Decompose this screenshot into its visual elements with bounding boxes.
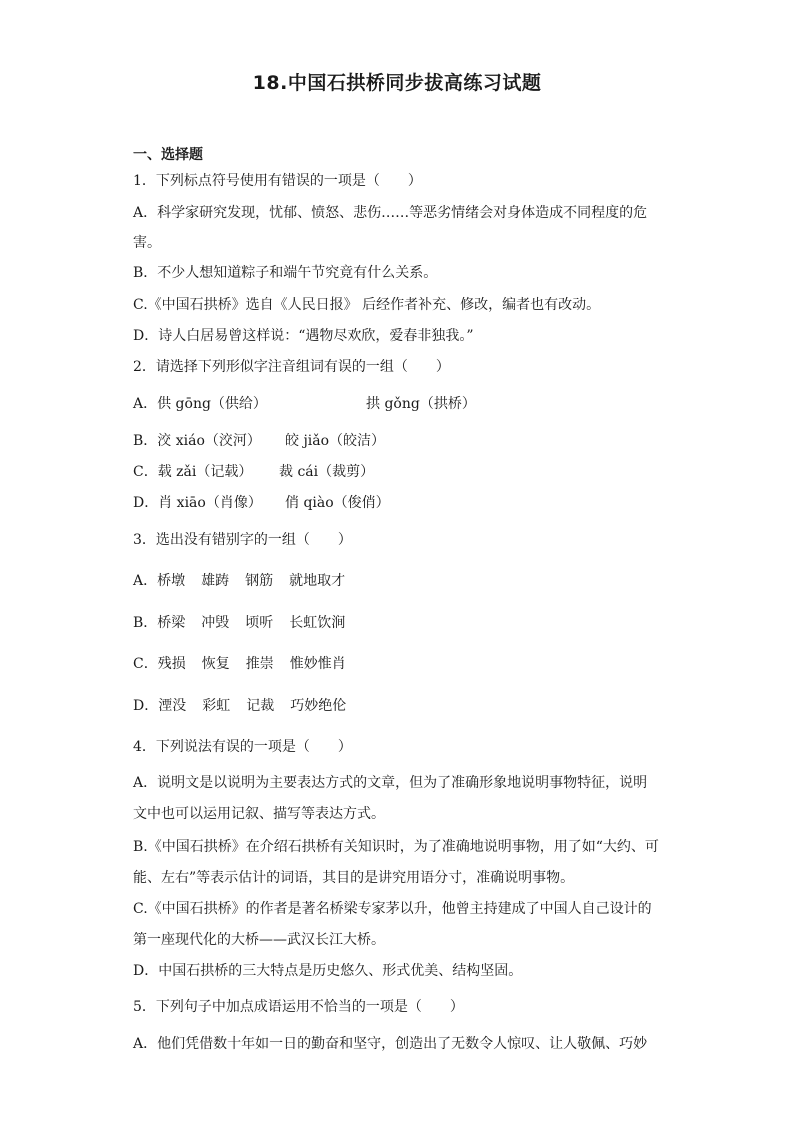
option-word: 钢筋 bbox=[245, 573, 274, 589]
question-2-stem: 2．请选择下列形似字注音组词有误的一组（ ） bbox=[133, 359, 450, 375]
question-4-option-a: A．说明文是以说明为主要表达方式的文章，但为了准确形象地说明事物特征，说明 bbox=[133, 775, 648, 791]
question-3-option-a bbox=[133, 572, 345, 590]
question-2-option-c-pair: 裁 cái（裁剪） bbox=[279, 464, 375, 480]
option-word: 雄踌 bbox=[201, 573, 230, 589]
option-word: 惟妙惟肖 bbox=[289, 656, 346, 672]
option-word: 彩虹 bbox=[202, 698, 231, 714]
question-2-option-b-pair: 皎 jiǎo（皎洁） bbox=[285, 433, 386, 449]
question-4-option-c-cont: 第一座现代化的大桥——武汉长江大桥。 bbox=[133, 932, 385, 948]
question-1-option-c: C.《中国石拱桥》选自《人民日报》 后经作者补充、修改，编者也有改动。 bbox=[133, 297, 601, 313]
question-3-option-b bbox=[133, 614, 345, 632]
option-word: 冲毁 bbox=[201, 615, 230, 631]
question-4-stem: 4．下列说法有误的一项是（ ） bbox=[133, 739, 352, 755]
question-2-option-d: D．肖 xiāo（肖像） bbox=[133, 495, 262, 511]
option-word: D．湮没 bbox=[133, 698, 187, 714]
question-5-stem: 5．下列句子中加点成语运用不恰当的一项是（ ） bbox=[133, 999, 464, 1015]
option-word: 恢复 bbox=[201, 656, 230, 672]
question-1-option-d: D．诗人白居易曾这样说：“遇物尽欢欣，爱春非独我。” bbox=[133, 328, 474, 344]
question-4-option-d: D．中国石拱桥的三大特点是历史悠久、形式优美、结构坚固。 bbox=[133, 963, 523, 979]
question-2-option-c: C．载 zǎi（记载） bbox=[133, 464, 253, 480]
question-3-stem: 3．选出没有错别字的一组（ ） bbox=[133, 532, 352, 548]
option-word: A．桥墩 bbox=[133, 573, 186, 589]
page-title: 18.中国石拱桥同步拔高练习试题 bbox=[252, 72, 542, 94]
question-4-option-b: B.《中国石拱桥》在介绍石拱桥有关知识时，为了准确地说明事物，用了如“大约、可 bbox=[133, 839, 659, 855]
question-1-stem: 1．下列标点符号使用有错误的一项是（ ） bbox=[133, 173, 422, 189]
question-5-option-a: A．他们凭借数十年如一日的勤奋和坚守，创造出了无数令人惊叹、让人敬佩、巧妙 bbox=[133, 1036, 648, 1052]
option-word: 记裁 bbox=[246, 698, 275, 714]
question-2-option-a-pair: 拱 gǒng（拱桥） bbox=[366, 396, 476, 412]
option-word: C．残损 bbox=[133, 656, 186, 672]
question-3-option-d bbox=[133, 697, 346, 715]
question-3-option-c bbox=[133, 655, 346, 673]
question-4-option-a-cont: 文中也可以运用记叙、描写等表达方式。 bbox=[133, 806, 385, 822]
section-heading: 一、选择题 bbox=[133, 147, 203, 163]
option-word: 就地取才 bbox=[289, 573, 346, 589]
option-word: 顷听 bbox=[245, 615, 274, 631]
question-2-option-b: B．洨 xiáo（洨河） bbox=[133, 433, 261, 449]
question-2-option-a: A．供 gōng（供给） bbox=[133, 396, 267, 412]
option-word: 推崇 bbox=[245, 656, 274, 672]
option-word: 长虹饮涧 bbox=[289, 615, 346, 631]
question-1-option-a: A．科学家研究发现，忧郁、愤怒、悲伤……等恶劣情绪会对身体造成不同程度的危 bbox=[133, 205, 648, 221]
question-1-option-a-cont: 害。 bbox=[133, 235, 161, 251]
question-4-option-b-cont: 能、左右”等表示估计的词语，其目的是讲究用语分寸，准确说明事物。 bbox=[133, 870, 575, 886]
question-1-option-b: B．不少人想知道粽子和端午节究竟有什么关系。 bbox=[133, 265, 438, 281]
question-4-option-c: C.《中国石拱桥》的作者是著名桥梁专家茅以升，他曾主持建成了中国人自己设计的 bbox=[133, 901, 652, 917]
question-2-option-d-pair: 俏 qiào（俊俏） bbox=[285, 495, 390, 511]
option-word: B．桥梁 bbox=[133, 615, 186, 631]
option-word: 巧妙绝伦 bbox=[290, 698, 347, 714]
